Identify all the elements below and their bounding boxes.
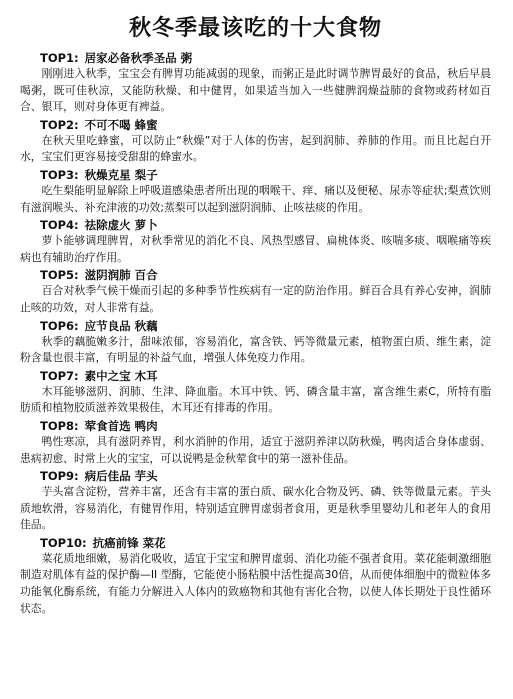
section-body: 菜花质地细嫩，易消化吸收，适宜于宝宝和脾胃虚弱、消化功能不强者食用。菜花能刺激细胞制造对肌体有益的保护酶—II 型酶，它能使小肠粘膜中活性提高30倍，从而使体细胞中的微粒体多功能氧化酶系统，有能力分解进入人体内的致癌物和其他有害化合物，以使人体长期处于良性循环状态。 <box>20 551 491 615</box>
section-body: 百合对秋季气候干燥而引起的多种季节性疾病有一定的防治作用。鲜百合具有养心安神，润肺止咳的功效，对人非常有益。 <box>20 284 491 314</box>
section-title: 荤食首选 鸭肉 <box>84 418 158 433</box>
section-body: 刚刚进入秋季，宝宝会有脾胃功能减弱的现象，而粥正是此时调节脾胃最好的食品，秋后早晨喝粥，既可佳秋凉，又能防秋燥、和中健胃，如果适当加入一些健脾润燥益肺的食物或药材如百合、银耳，则对身体更有裨益。 <box>20 67 491 114</box>
section-heading <box>20 217 491 233</box>
section-heading <box>20 535 491 551</box>
section-body: 木耳能够滋阴、润肺、生津、降血脂。木耳中铁、钙、磷含量丰富，富含维生素C，所特有脂肪质和植物胶质滋养效果极佳，木耳还有排毒的作用。 <box>20 384 491 415</box>
section-heading <box>20 318 491 334</box>
section-body: 芋头富含淀粉，营养丰富，还含有丰富的蛋白质、碳水化合物及钙、磷、铁等微量元素。芋头质地软滑，容易消化，有健胃作用，特别适宜脾胃虚弱者食用，更是秋季里婴幼儿和老年人的食用佳品。 <box>20 485 491 532</box>
section-top8 <box>20 418 491 467</box>
section-heading <box>20 117 491 133</box>
section-top10 <box>20 535 491 617</box>
section-title: 不可不喝 蜂蜜 <box>84 117 158 132</box>
section-top7 <box>20 368 491 417</box>
section-top3 <box>20 167 491 216</box>
section-top4 <box>20 217 491 266</box>
section-heading <box>20 50 491 66</box>
section-title: 居家必备秋季圣品 粥 <box>84 51 193 65</box>
section-body: 萝卜能够调理脾胃，对秋季常见的消化不良、风热型感冒、扁桃体炎、咳喘多痰、咽喉痛等疾病也有辅助治疗作用。 <box>20 234 491 264</box>
section-body: 鸭性寒凉，具有滋阴养胃，利水消肿的作用，适宜于滋阴养津以防秋燥，鸭肉适合身体虚弱、患病初愈、时常上火的宝宝，可以说鸭是金秋荤食中的第一滋补佳品。 <box>20 434 491 465</box>
section-rank: TOP7: <box>40 368 79 383</box>
section-rank: TOP3: <box>40 167 79 182</box>
section-heading <box>20 267 491 283</box>
section-top9 <box>20 468 491 534</box>
section-rank: TOP1: <box>40 51 79 65</box>
section-rank: TOP6: <box>40 318 79 333</box>
section-title: 素中之宝 木耳 <box>84 368 158 383</box>
section-top6 <box>20 318 491 367</box>
section-heading <box>20 167 491 183</box>
section-rank: TOP10: <box>40 535 87 550</box>
section-top1 <box>20 50 491 116</box>
section-heading <box>20 418 491 434</box>
section-title: 应节良品 秋藕 <box>84 318 158 333</box>
section-body: 在秋天里吃蜂蜜，可以防止“秋燥”对于人体的伤害，起到润肺、养肺的作用。而且比起白开水，宝宝们更容易接受甜甜的蜂蜜水。 <box>20 133 491 164</box>
section-top2 <box>20 117 491 166</box>
section-body: 秋季的藕脆嫩多汁，甜味浓郁，容易消化，富含铁、钙等微量元素，植物蛋白质、维生素，淀粉含量也很丰富，有明显的补益气血，增强人体免疫力作用。 <box>20 334 491 365</box>
document-title: 秋冬季最该吃的十大食物 <box>128 15 382 41</box>
section-rank: TOP2: <box>40 117 79 132</box>
section-rank: TOP8: <box>40 418 79 433</box>
section-top5 <box>20 267 491 316</box>
section-rank: TOP9: <box>40 469 79 484</box>
section-heading <box>20 368 491 384</box>
section-rank: TOP4: <box>40 218 79 233</box>
section-title: 病后佳品 芋头 <box>84 469 158 484</box>
section-body: 吃生梨能明显解除上呼吸道感染患者所出现的咽喉干、痒、痛以及便秘、尿赤等症状;梨煮饮则有滋润喉头、补充津液的功效;蒸梨可以起到滋阴润肺、止咳祛痰的作用。 <box>20 183 491 214</box>
section-title: 祛除虚火 萝卜 <box>84 218 158 233</box>
section-title: 抗癌前锋 菜花 <box>92 535 166 550</box>
section-heading <box>20 468 491 484</box>
section-title: 秋燥克星 梨子 <box>84 167 158 182</box>
section-title: 滋阴润肺 百合 <box>84 268 158 283</box>
section-rank: TOP5: <box>40 268 79 283</box>
